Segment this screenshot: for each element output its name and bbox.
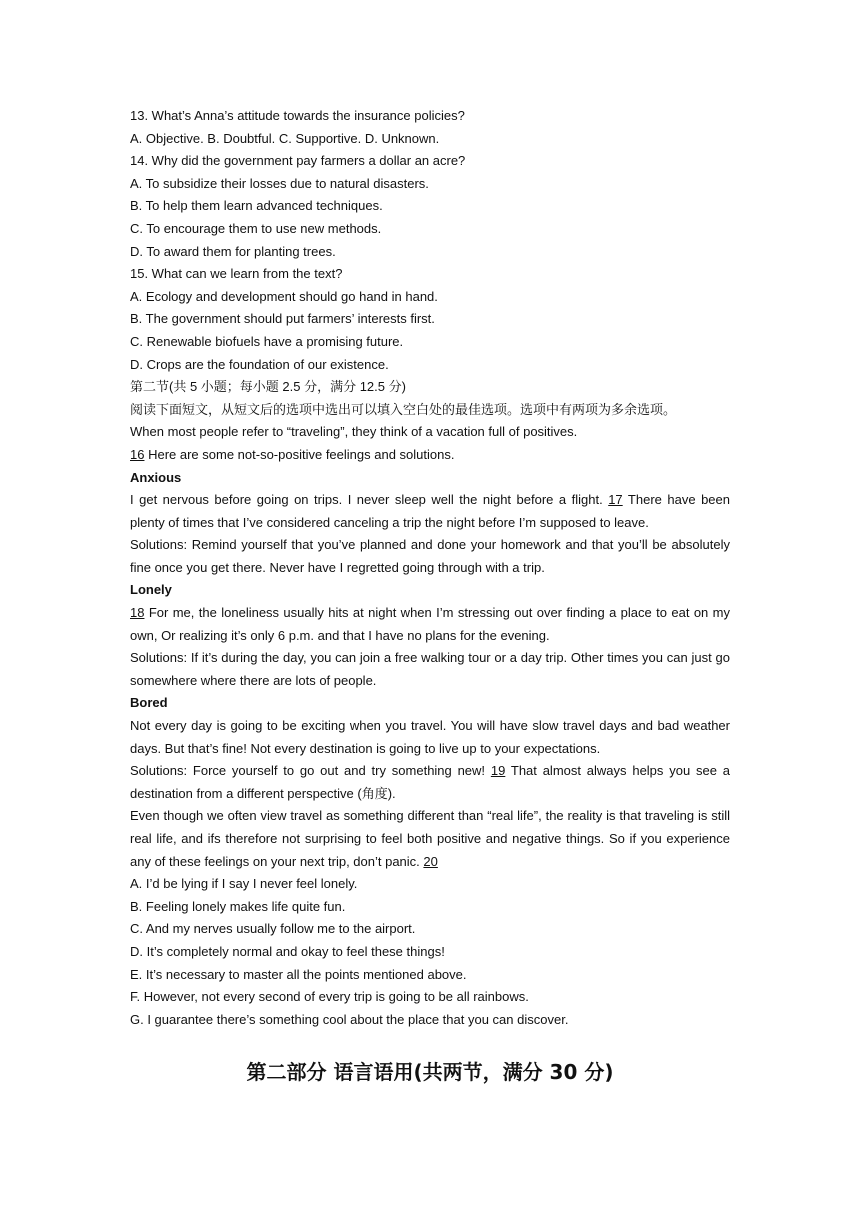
closing-paragraph [130,805,730,873]
bored-paragraph: Not every day is going to be exciting when you travel. You will have slow travel days and bad weather days. But that’s fine! Not every destination is going to live up to your expectations. [130,718,730,756]
blank-16: 16 [130,446,145,462]
passage-intro-2 [130,444,730,467]
choice-b: B. Feeling lonely makes life quite fun. [130,898,346,914]
question-14-option-b: B. To help them learn advanced techniques. [130,198,383,214]
choice-a: A. I’d be lying if I say I never feel lonely. [130,876,358,892]
question-14-option-a: A. To subsidize their losses due to natural disasters. [130,175,429,191]
choice-e: E. It’s necessary to master all the points mentioned above. [130,966,467,982]
lonely-text: For me, the loneliness usually hits at night when I’m stressing out over finding a place to eat on my own, Or realizing it’s only 6 p.m. and that I have no plans for the evening. [130,605,730,643]
question-15-option-a: A. Ecology and development should go hand in hand. [130,288,438,304]
document-body [130,105,730,1031]
bored-solution-a: Solutions: Force yourself to go out and try something new! [130,763,491,779]
question-15-option-d: D. Crops are the foundation of our existence. [130,356,389,372]
blank-19: 19 [490,763,506,779]
choice-g: G. I guarantee there’s something cool about the place that you can discover. [130,1011,569,1027]
question-13-options: A. Objective. B. Doubtful. C. Supportive. D. Unknown. [130,130,440,146]
anxious-heading: Anxious [130,469,182,485]
section-2-heading: 第二节(共 5 小题；每小题 2.5 分，满分 12.5 分) [130,379,406,395]
choice-c: C. And my nerves usually follow me to the airport. [130,921,416,937]
blank-20: 20 [423,853,438,869]
question-15-option-b: B. The government should put farmers’ interests first. [130,311,435,327]
lonely-paragraph [130,602,730,647]
passage-intro: When most people refer to “traveling”, they think of a vacation full of positives. [130,424,578,440]
lonely-solution: Solutions: If it’s during the day, you can join a free walking tour or a day trip. Other times you can just go somewhere where there are lots of people. [130,650,730,688]
blank-18: 18 [130,605,145,621]
lonely-heading: Lonely [130,582,172,598]
blank-17: 17 [608,492,623,508]
anxious-solution: Solutions: Remind yourself that you’ve planned and done your homework and that you’ll be absolutely fine once you get there. Never have I regretted going through with a trip. [130,537,730,575]
part-2-title: 第二部分 语言语用(共两节，满分 30 分) [246,1060,614,1084]
intro-2-text: Here are some not-so-positive feelings and solutions. [144,446,455,462]
question-14-option-c: C. To encourage them to use new methods. [130,220,382,236]
question-13: 13. What’s Anna’s attitude towards the insurance policies? [130,108,465,123]
bored-heading: Bored [130,695,168,711]
anxious-paragraph [130,489,730,534]
bored-solution [130,760,730,805]
question-14: 14. Why did the government pay farmers a dollar an acre? [130,153,466,169]
question-15: 15. What can we learn from the text? [130,266,343,282]
closing-text: Even though we often view travel as something different than “real life”, the reality is that traveling is still real life, and ifs therefore not surprising to feel both positive and negative things. So if you experience any of these feelings on your next trip, don’t panic. [130,808,730,869]
anxious-text-a: I get nervous before going on trips. I never sleep well the night before a flight. [130,492,609,508]
choice-d: D. It’s completely normal and okay to feel these things! [130,943,445,959]
anxious-text-b: There have been plenty of times that I’ve considered canceling a trip the night before I’m supposed to leave. [130,492,730,530]
bored-solution-b: That almost always helps you see a destination from a different perspective (角度). [130,763,730,801]
choice-f: F. However, not every second of every trip is going to be all rainbows. [130,989,529,1005]
question-14-option-d: D. To award them for planting trees. [130,243,336,259]
question-15-option-c: C. Renewable biofuels have a promising future. [130,333,404,349]
section-2-instruction: 阅读下面短文，从短文后的选项中选出可以填入空白处的最佳选项。选项中有两项为多余选项。 [130,401,677,417]
